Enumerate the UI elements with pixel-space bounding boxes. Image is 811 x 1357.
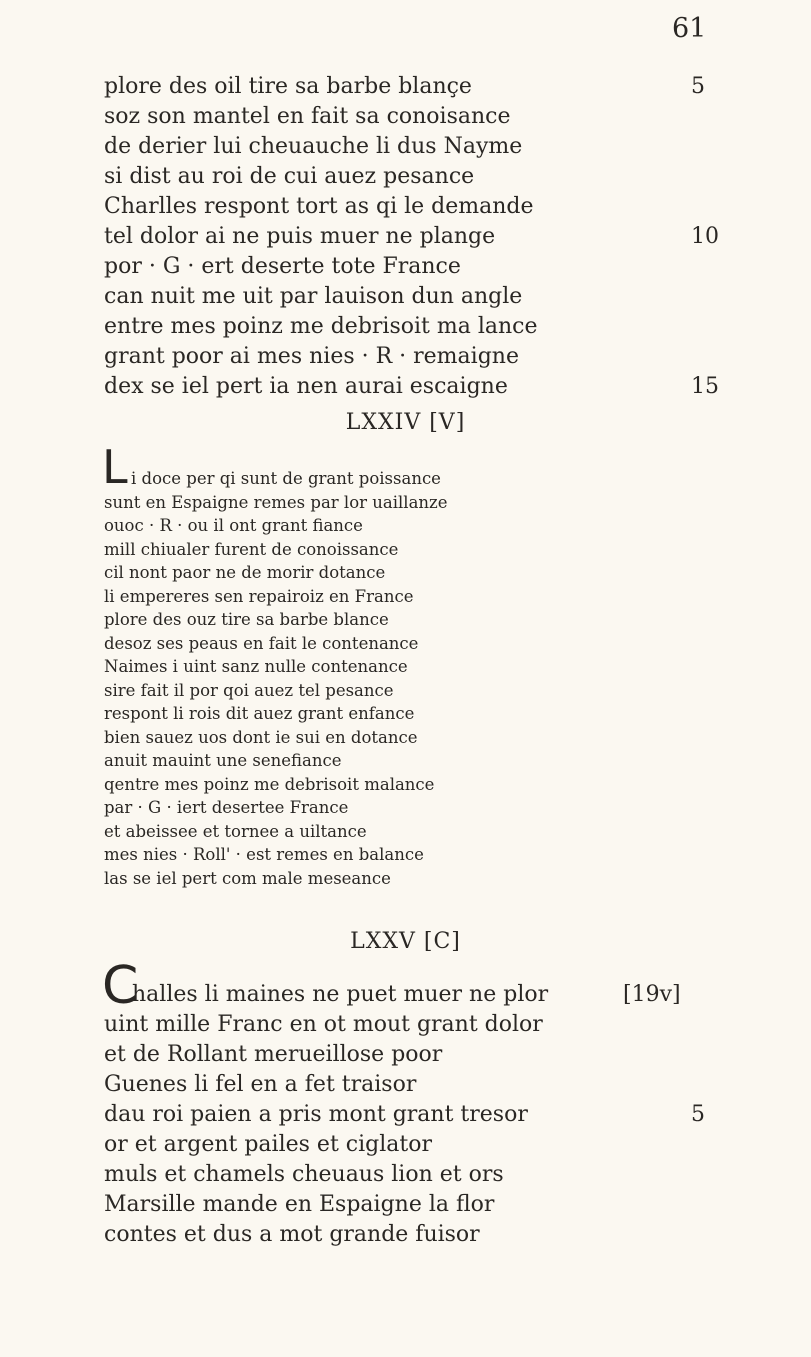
- verse-line: [104, 632, 624, 656]
- verse-line-text: grant poor ai mes nies · R · remaigne: [104, 344, 519, 369]
- folio-reference: [19v]: [623, 982, 681, 1007]
- drop-cap-c: C: [102, 956, 139, 1016]
- section-lxxiv-body: [102, 440, 624, 890]
- verse-line: [104, 679, 624, 703]
- verse-line-text: contes et dus a mot grande fuisor: [104, 1222, 480, 1247]
- verse-line-text: de derier lui cheuauche li dus Nayme: [104, 134, 523, 159]
- verse-line-text: li empereres sen repairoiz en France: [104, 586, 414, 606]
- verse-line-text: can nuit me uit par lauison dun angle: [104, 284, 523, 309]
- verse-line-text: cil nont paor ne de morir dotance: [104, 563, 386, 582]
- verse-line: [104, 282, 624, 312]
- verse-line-text: Naimes i uint sanz nulle contenance: [104, 657, 408, 676]
- verse-line-text: mes nies · Roll' · est remes en balance: [104, 845, 424, 864]
- verse-line-text: si dist au roi de cui auez pesance: [104, 164, 475, 189]
- verse-line-text: plore des oil tire sa barbe blançe: [104, 74, 472, 99]
- verse-line: [104, 655, 624, 679]
- verse-line-text: anuit mauint une senefiance: [104, 751, 342, 770]
- verse-line-text: et de Rollant merueillose poor: [104, 1042, 443, 1067]
- verse-line-text: mill chiualer furent de conoissance: [104, 539, 399, 559]
- verse-line: [104, 1040, 624, 1070]
- verse-line: [104, 514, 624, 538]
- verse-line: [104, 796, 624, 820]
- verse-line: [104, 1010, 624, 1040]
- line-number: 5: [691, 74, 705, 99]
- verse-line: [104, 372, 719, 402]
- verse-line: [104, 132, 624, 162]
- verse-line-text: respont li rois dit auez grant enfance: [104, 704, 415, 723]
- verse-line-text: halles li maines ne puet muer ne plor: [132, 982, 549, 1007]
- section-lxxv-body: [102, 956, 705, 1250]
- line-number: 5: [691, 1102, 705, 1127]
- section-heading-lxxiv: LXXIV [V]: [345, 410, 466, 435]
- verse-line-text: Guenes li fel en a fet traisor: [104, 1072, 417, 1097]
- verse-line: [104, 192, 624, 222]
- verse-line-text: por · G · ert deserte tote France: [104, 254, 461, 279]
- verse-line: [104, 749, 624, 773]
- verse-line-text: Charlles respont tort as qi le demande: [104, 194, 534, 219]
- verse-line: [104, 252, 624, 282]
- verse-line-first: [102, 956, 681, 1016]
- verse-line: [104, 1190, 624, 1220]
- page-number: 61: [672, 13, 707, 44]
- verse-line: [104, 1100, 705, 1130]
- verse-line-text: i doce per qi sunt de grant poissance: [131, 469, 441, 488]
- verse-line-text: bien sauez uos dont ie sui en dotance: [104, 727, 418, 747]
- verse-line: [104, 491, 624, 515]
- verse-line-text: dex se iel pert ia nen aurai escaigne: [104, 374, 508, 399]
- verse-line: [104, 585, 624, 609]
- verse-line: [104, 702, 624, 726]
- verse-line-text: qentre mes poinz me debrisoit malance: [104, 774, 435, 794]
- section-heading-lxxv: LXXV [C]: [350, 929, 461, 954]
- stanza-continuation: [104, 72, 719, 402]
- verse-line-text: Marsille mande en Espaigne la flor: [104, 1192, 495, 1217]
- verse-line: [104, 1070, 624, 1100]
- verse-line: [104, 773, 624, 797]
- verse-line-text: tel dolor ai ne puis muer ne plange: [104, 224, 496, 249]
- verse-line-text: ouoc · R · ou il ont grant fiance: [104, 516, 363, 535]
- verse-line: [104, 312, 624, 342]
- verse-line: [104, 561, 624, 585]
- verse-line-text: desoz ses peaus en fait le contenance: [104, 633, 419, 653]
- verse-line: [104, 726, 624, 750]
- verse-line: [104, 843, 624, 867]
- line-number: 15: [691, 374, 719, 399]
- verse-line-text: las se iel pert com male meseance: [104, 868, 391, 888]
- verse-line: [104, 222, 719, 252]
- verse-line-text: entre mes poinz me debrisoit ma lance: [104, 314, 538, 339]
- verse-line-text: et abeissee et tornee a uiltance: [104, 821, 367, 841]
- verse-line-text: sunt en Espaigne remes par lor uaillanze: [104, 492, 448, 512]
- verse-line: [104, 867, 624, 891]
- verse-line: [104, 608, 624, 632]
- verse-line-text: or et argent pailes et ciglator: [104, 1132, 432, 1157]
- verse-line-text: muls et chamels cheuaus lion et ors: [104, 1162, 504, 1187]
- verse-line: [104, 1130, 624, 1160]
- verse-line: [104, 1220, 624, 1250]
- verse-line-text: plore des ouz tire sa barbe blance: [104, 610, 389, 629]
- verse-line-text: sire fait il por qoi auez tel pesance: [104, 680, 394, 700]
- verse-line-text: uint mille Franc en ot mout grant dolor: [104, 1012, 543, 1037]
- verse-line: [104, 1160, 624, 1190]
- verse-line-text: soz son mantel en fait sa conoisance: [104, 104, 511, 129]
- verse-line: [104, 820, 624, 844]
- verse-line: [104, 102, 624, 132]
- verse-line: [104, 72, 705, 102]
- verse-line: [104, 538, 624, 562]
- line-number: 10: [691, 224, 719, 249]
- drop-cap-l: L: [102, 440, 128, 494]
- verse-line-text: par · G · iert desertee France: [104, 798, 349, 817]
- verse-line: [104, 342, 624, 372]
- verse-line-text: dau roi paien a pris mont grant tresor: [104, 1102, 528, 1127]
- verse-line-first: [102, 440, 624, 494]
- verse-line: [104, 162, 624, 192]
